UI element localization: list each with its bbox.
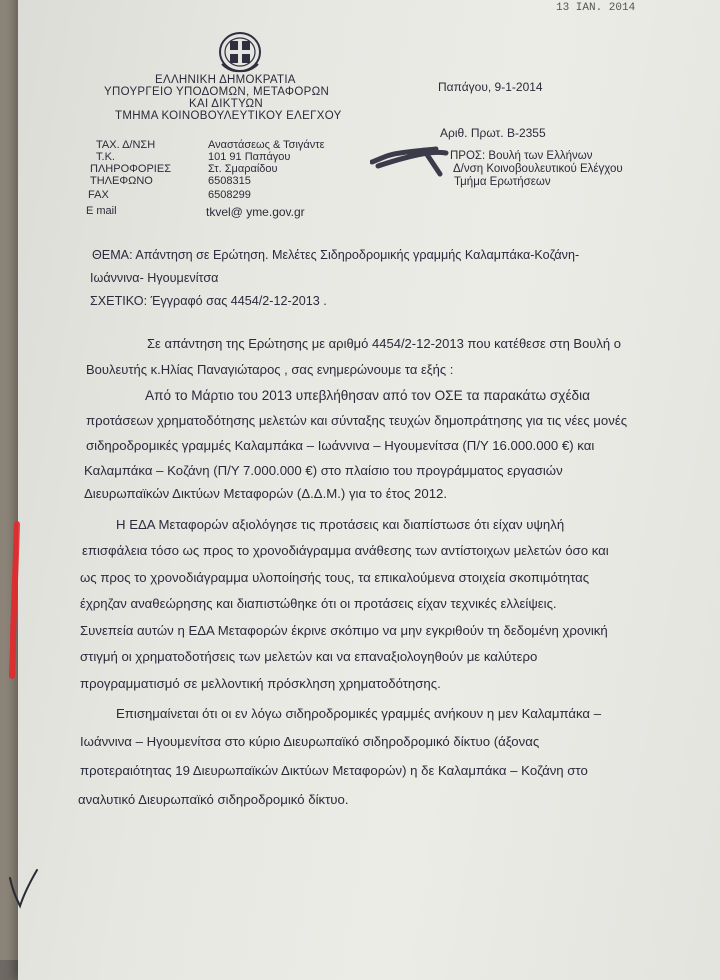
body-line: προγραμματισμό σε μελλοντική πρόσκληση χρηματοδότησης. <box>80 676 441 691</box>
body-line: αναλυτικό Διευρωπαϊκό σιδηροδρομικό δίκτυο. <box>78 792 349 807</box>
received-date-stamp: 13 IAN. 2014 <box>556 2 636 14</box>
contact-label: FAX <box>88 189 109 201</box>
body-line: επισφάλεια τόσο ως προς το χρονοδιάγραμμα ανάθεσης των αντίστοιχων μελετών όσο και <box>82 543 609 558</box>
contact-label: ΠΛΗΡΟΦΟΡΙΕΣ <box>90 163 171 175</box>
subject-line: ΘΕΜΑ: Απάντηση σε Ερώτηση. Μελέτες Σιδηροδρομικής γραμμής Καλαμπάκα-Κοζάνη- <box>92 248 580 262</box>
header-ministry-cont: ΚΑΙ ΔΙΚΤΥΩΝ <box>189 98 263 110</box>
protocol-number: Αριθ. Πρωτ. Β-2355 <box>440 126 546 140</box>
pen-checkmark <box>6 868 40 912</box>
body-line: Ιωάννινα – Ηγουμενίτσα στο κύριο Διευρωπαϊκό σιδηροδρομικό δίκτυο (άξονας <box>80 734 540 749</box>
contact-label: Τ.Κ. <box>96 151 115 163</box>
body-line: προτεραιότητας 19 Διευρωπαϊκών Δικτύων Μεταφορών) η δε Καλαμπάκα – Κοζάνη στο <box>80 763 588 778</box>
contact-label: E mail <box>86 205 117 217</box>
recipient-line: Δ/νση Κοινοβουλευτικού Ελέγχου <box>453 163 623 175</box>
contact-value: 6508299 <box>208 189 251 201</box>
place-date: Παπάγου, 9-1-2014 <box>438 80 543 94</box>
coat-of-arms-icon <box>216 30 264 74</box>
body-line: Επισημαίνεται ότι οι εν λόγω σιδηροδρομικές γραμμές ανήκουν η μεν Καλαμπάκα – <box>116 706 602 721</box>
body-line: ως προς το χρονοδιάγραμμα υλοποίησής τους, τα επικαλούμενα στοιχεία σκοπιμότητας <box>80 570 590 585</box>
subject-line-cont: Ιωάννινα- Ηγουμενίτσα <box>90 271 219 285</box>
redaction-scribble <box>370 140 456 180</box>
body-line: στιγμή οι χρηματοδοτήσεις των μελετών και να επαναξιολογηθούν με καλύτερο <box>80 649 538 664</box>
body-line: Καλαμπάκα – Κοζάνη (Π/Υ 7.000.000 €) στο πλαίσιο του προγράμματος εργασιών <box>84 463 563 478</box>
header-ministry: ΥΠΟΥΡΓΕΙΟ ΥΠΟΔΟΜΩΝ, ΜΕΤΑΦΟΡΩΝ <box>104 86 330 98</box>
body-line: Η ΕΔΑ Μεταφορών αξιολόγησε τις προτάσεις και διαπίστωσε ότι είχαν υψηλή <box>116 517 565 532</box>
contact-value: Αναστάσεως & Τσιγάντε <box>208 139 325 151</box>
recipient-line: ΠΡΟΣ: Βουλή των Ελλήνων <box>450 150 593 162</box>
contact-value: 101 91 Παπάγου <box>208 151 291 163</box>
body-line: Από το Μάρτιο του 2013 υπεβλήθησαν από τον ΟΣΕ τα παρακάτω σχέδια <box>145 388 590 403</box>
red-marker-highlight <box>8 520 22 680</box>
header-republic: ΕΛΛΗΝΙΚΗ ΔΗΜΟΚΡΑΤΙΑ <box>155 74 296 86</box>
contact-value: 6508315 <box>208 175 251 187</box>
body-line: Διευρωπαϊκών Δικτύων Μεταφορών (Δ.Δ.Μ.) για το έτος 2012. <box>84 486 448 501</box>
body-line: σιδηροδρομικές γραμμές Καλαμπάκα – Ιωάννινα – Ηγουμενίτσα (Π/Υ 16.000.000 €) και <box>86 438 595 453</box>
contact-label: ΤΑΧ. Δ/ΝΣΗ <box>96 139 156 151</box>
contact-email: tkvel@ yme.gov.gr <box>206 205 305 219</box>
contact-label: ΤΗΛΕΦΩΝΟ <box>90 175 153 187</box>
body-line: Συνεπεία αυτών η ΕΔΑ Μεταφορών έκρινε σκόπιμο να μην εγκριθούν τη δεδομένη χρονική <box>80 623 608 638</box>
body-line: Σε απάντηση της Ερώτησης με αριθμό 4454/2-12-2013 που κατέθεσε στη Βουλή ο <box>147 336 621 351</box>
contact-value: Στ. Σμαραίδου <box>208 163 278 175</box>
body-line: Βουλευτής κ.Ηλίας Παναγιώταρος , σας ενημερώνουμε τα εξής : <box>86 362 454 377</box>
body-line: έχρηζαν αναθεώρησης και διαπιστώθηκε ότι οι προτάσεις είχαν τεχνικές ελλείψεις. <box>80 596 557 611</box>
recipient-line: Τμήμα Ερωτήσεων <box>454 176 551 188</box>
header-department: ΤΜΗΜΑ ΚΟΙΝΟΒΟΥΛΕΥΤΙΚΟΥ ΕΛΕΓΧΟΥ <box>115 110 342 122</box>
related-reference: ΣΧΕΤΙΚΟ: Έγγραφό σας 4454/2-12-2013 . <box>90 294 327 308</box>
body-line: προτάσεων χρηματοδότησης μελετών και σύνταξης τευχών δημοπράτησης για τις νέες μονές <box>86 413 628 428</box>
